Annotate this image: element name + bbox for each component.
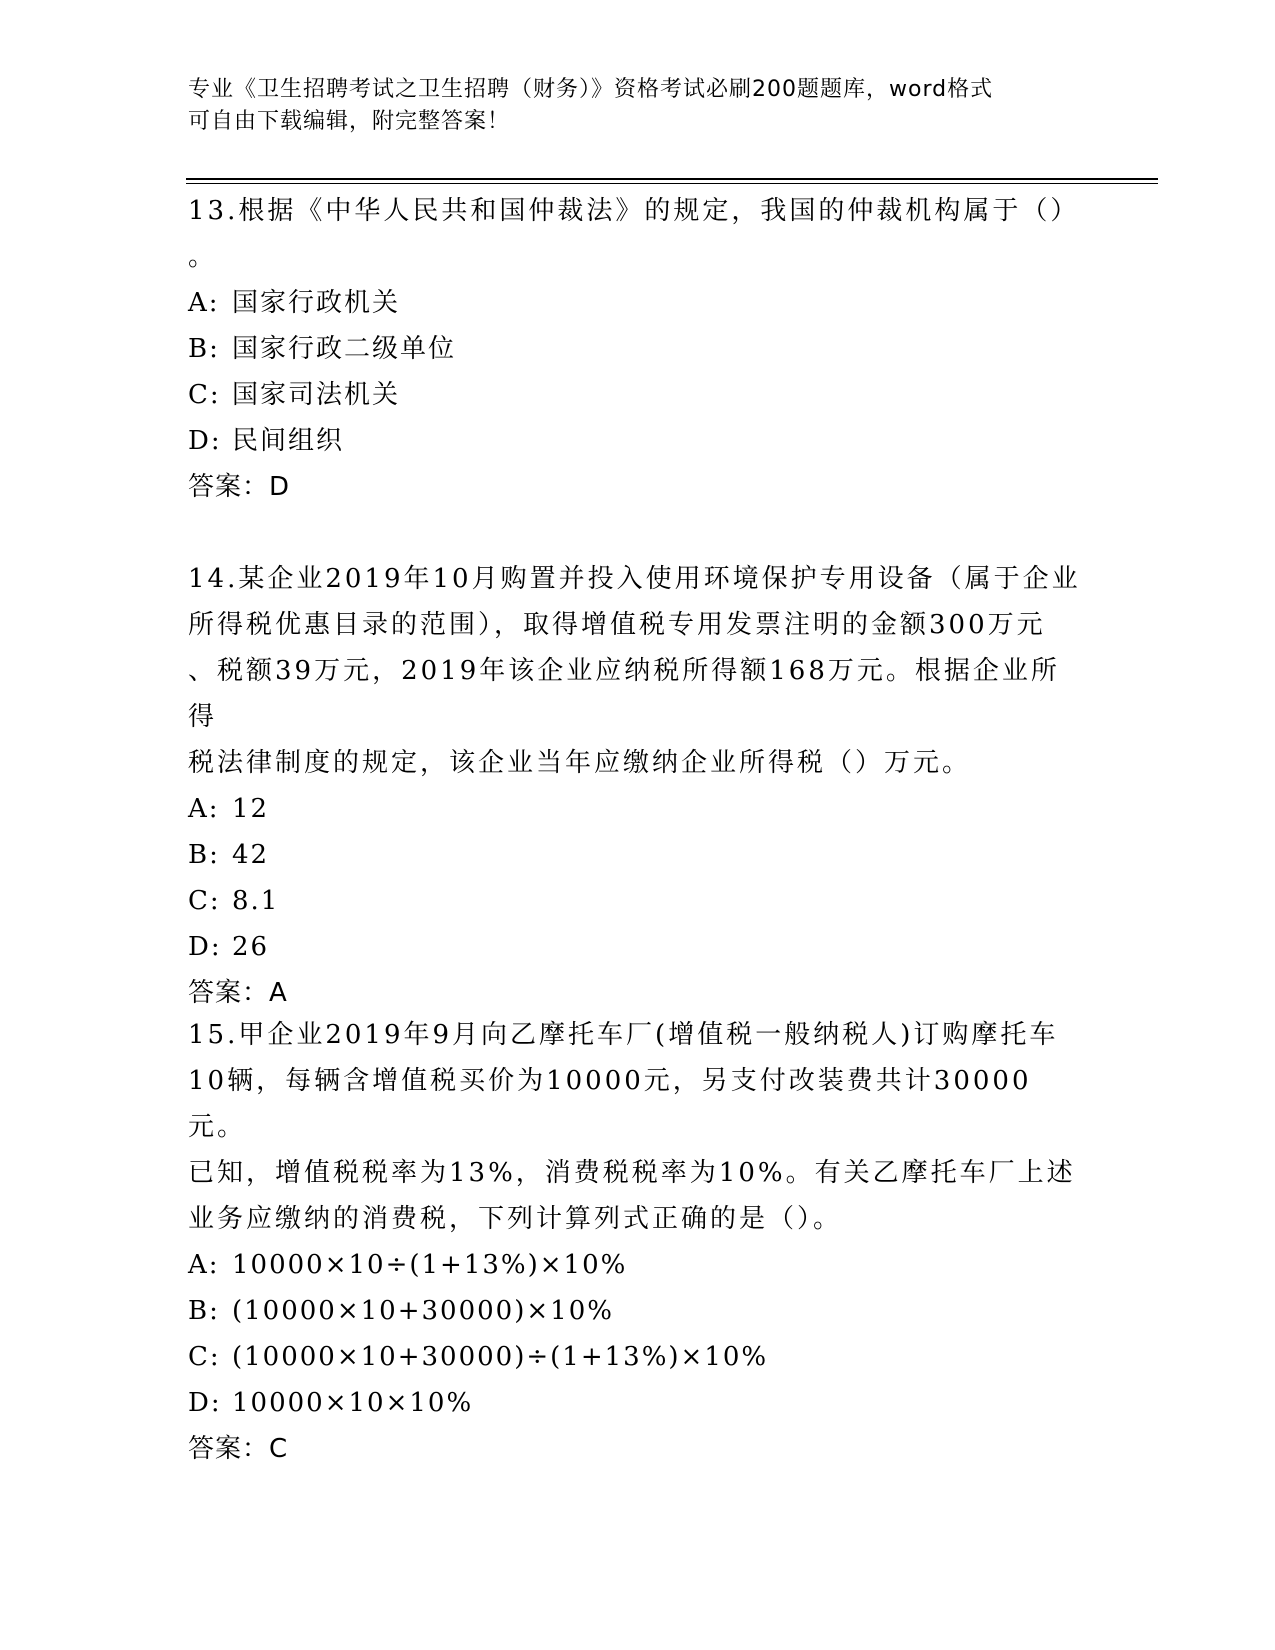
option-letter: C: bbox=[188, 886, 221, 916]
option-c bbox=[188, 372, 1088, 418]
question-line: 、税额39万元，2019年该企业应纳税所得额168万元。根据企业所得 bbox=[188, 656, 1060, 732]
option-letter: D: bbox=[188, 426, 222, 456]
question-line: 所得税优惠目录的范围），取得增值税专用发票注明的金额300万元 bbox=[188, 610, 1046, 640]
option-text: (10000×10+30000)÷(1+13%)×10% bbox=[232, 1342, 769, 1372]
header-line: 专业《卫生招聘考试之卫生招聘（财务）》资格考试必刷200题题库，word格式 bbox=[188, 77, 994, 102]
header-divider-thin bbox=[186, 183, 1158, 184]
option-text: 8.1 bbox=[232, 886, 280, 916]
option-c bbox=[188, 1334, 1088, 1380]
option-d bbox=[188, 1380, 1088, 1426]
option-b bbox=[188, 326, 1088, 372]
option-text: 12 bbox=[232, 794, 270, 824]
option-letter: B: bbox=[188, 334, 220, 364]
option-a bbox=[188, 786, 1088, 832]
option-letter: C: bbox=[188, 380, 221, 410]
question-line: 15.甲企业2019年9月向乙摩托车厂(增值税一般纳税人)订购摩托车 bbox=[188, 1020, 1059, 1050]
question-line: 14.某企业2019年10月购置并投入使用环境保护专用设备（属于企业 bbox=[188, 564, 1081, 594]
option-text: 国家行政机关 bbox=[232, 288, 401, 318]
option-letter: A: bbox=[188, 288, 220, 318]
option-text: 国家行政二级单位 bbox=[232, 334, 457, 364]
option-letter: D: bbox=[188, 932, 222, 962]
question-line: 10辆，每辆含增值税买价为10000元，另支付改装费共计30000元。 bbox=[188, 1066, 1032, 1142]
question-15 bbox=[188, 1012, 1088, 1472]
question-13 bbox=[188, 188, 1088, 510]
question-line: 。 bbox=[188, 242, 218, 272]
option-text: 42 bbox=[232, 840, 270, 870]
option-b bbox=[188, 1288, 1088, 1334]
option-letter: D: bbox=[188, 1388, 222, 1418]
question-14 bbox=[188, 556, 1088, 1016]
option-letter: C: bbox=[188, 1342, 221, 1372]
option-text: 国家司法机关 bbox=[232, 380, 401, 410]
option-letter: A: bbox=[188, 794, 220, 824]
header-divider bbox=[186, 178, 1158, 180]
option-a bbox=[188, 280, 1088, 326]
header-line: 可自由下载编辑，附完整答案！ bbox=[188, 109, 511, 134]
option-letter: B: bbox=[188, 840, 220, 870]
question-line: 13.根据《中华人民共和国仲裁法》的规定，我国的仲裁机构属于（） bbox=[188, 196, 1080, 226]
question-line: 业务应缴纳的消费税，下列计算列式正确的是（）。 bbox=[188, 1204, 843, 1234]
option-c bbox=[188, 878, 1088, 924]
option-a bbox=[188, 1242, 1088, 1288]
option-text: 10000×10÷(1+13%)×10% bbox=[232, 1250, 628, 1280]
option-letter: B: bbox=[188, 1296, 220, 1326]
option-letter: A: bbox=[188, 1250, 220, 1280]
answer: 答案：C bbox=[188, 1434, 289, 1464]
option-text: 10000×10×10% bbox=[232, 1388, 474, 1418]
document-header bbox=[188, 74, 1088, 138]
option-d bbox=[188, 418, 1088, 464]
option-text: 26 bbox=[232, 932, 270, 962]
answer: 答案：A bbox=[188, 978, 288, 1008]
option-text: 民间组织 bbox=[232, 426, 345, 456]
option-b bbox=[188, 832, 1088, 878]
question-line: 已知，增值税税率为13%，消费税税率为10%。有关乙摩托车厂上述 bbox=[188, 1158, 1076, 1188]
question-line: 税法律制度的规定，该企业当年应缴纳企业所得税（）万元。 bbox=[188, 748, 972, 778]
option-d bbox=[188, 924, 1088, 970]
answer: 答案：D bbox=[188, 472, 291, 502]
option-text: (10000×10+30000)×10% bbox=[232, 1296, 614, 1326]
